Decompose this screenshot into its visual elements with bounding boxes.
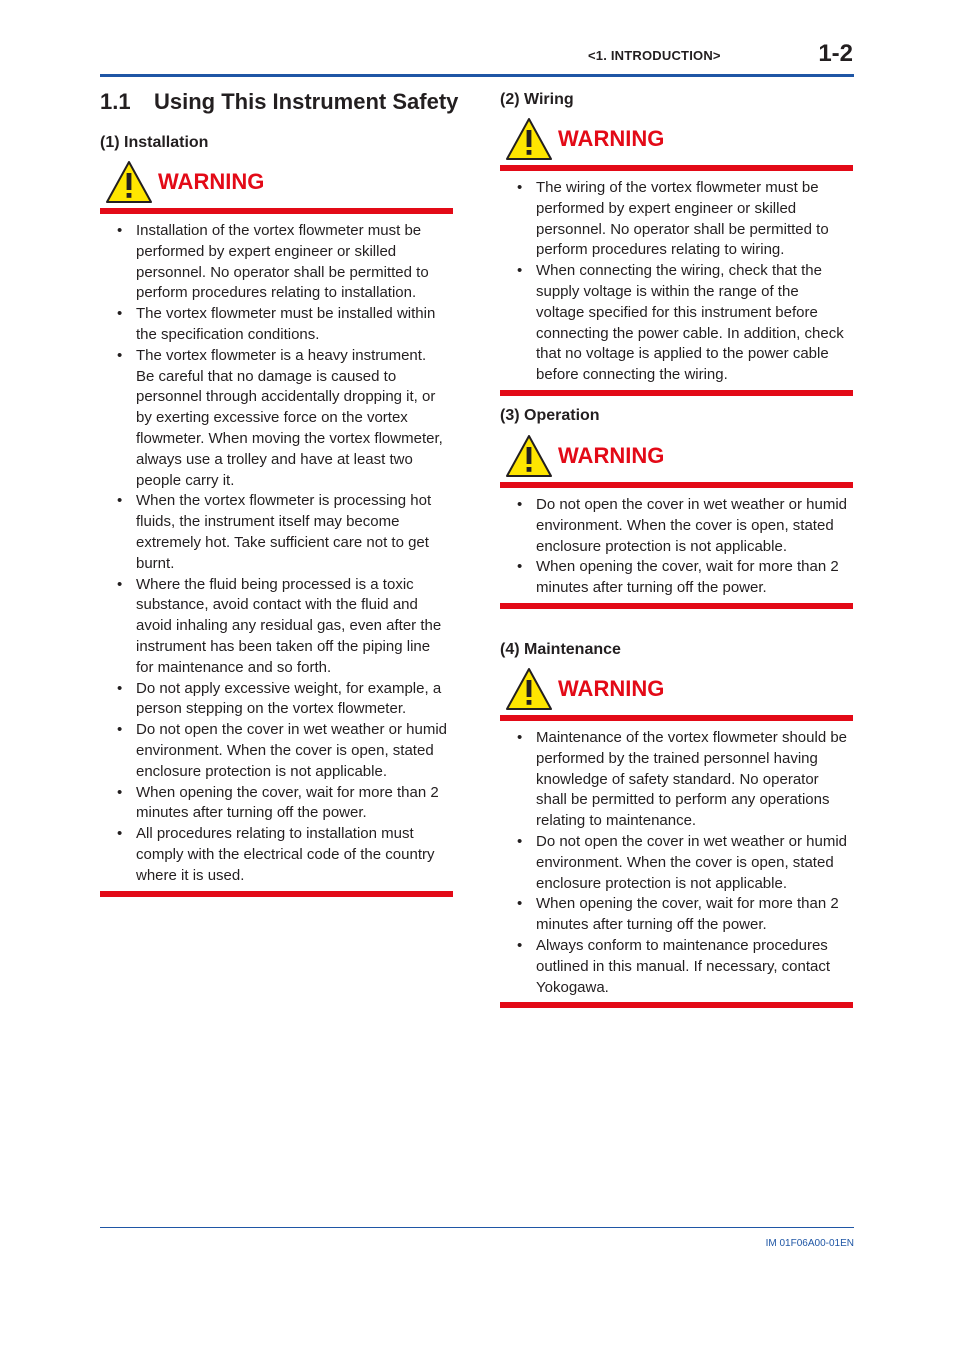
installation-warning-box — [100, 158, 453, 897]
warning-list-item: • The vortex flowmeter must be installed within the specification conditions. — [100, 304, 453, 346]
warning-list-item: • When opening the cover, wait for more than 2 minutes after turning off the power. — [500, 894, 853, 936]
warning-list — [500, 721, 853, 1002]
warning-list-item: • All procedures relating to installation must comply with the electrical code of the country where it is used. — [100, 824, 453, 886]
section-title-text: Using This Instrument Safety — [154, 89, 459, 114]
footer-rule — [100, 1227, 854, 1228]
document-number: IM 01F06A00-01EN — [765, 1238, 854, 1249]
section-number: 1.1 — [100, 89, 131, 114]
warning-list-item: • When connecting the wiring, check that the supply voltage is within the range of the voltage specified for this instrument before connecting the power cable. In addition, check that no voltage is applied to the power cable before connecting the wiring. — [500, 261, 853, 386]
warning-label: WARNING — [558, 126, 665, 151]
warning-label: WARNING — [558, 676, 665, 701]
warning-list-item: • When opening the cover, wait for more than 2 minutes after turning off the power. — [100, 783, 453, 825]
warning-list-item: • Where the fluid being processed is a toxic substance, avoid contact with the fluid and avoid inhaling any residual gas, even after the instrument has been taken off the piping line for maintenance and so forth. — [100, 575, 453, 679]
installation-heading: (1) Installation — [100, 134, 209, 151]
warning-header — [100, 158, 453, 208]
warning-list-item: • Do not open the cover in wet weather or humid environment. When the cover is open, stated enclosure protection is not applicable. — [500, 495, 853, 557]
wiring-heading: (2) Wiring — [500, 91, 574, 108]
warning-header — [500, 432, 853, 482]
warning-list-item: • The wiring of the vortex flowmeter must be performed by expert engineer or skilled personnel. No operator shall be permitted to perform procedures relating to wiring. — [500, 178, 853, 261]
warning-bottom-bar — [500, 603, 853, 609]
warning-list-item: • Installation of the vortex flowmeter must be performed by expert engineer or skilled personnel. No operator shall be permitted to perform procedures relating to installation. — [100, 221, 453, 304]
warning-label: WARNING — [158, 169, 265, 194]
warning-list-item: • Maintenance of the vortex flowmeter should be performed by the trained personnel having knowledge of safety standard. No operator shall be permitted to perform any operations relating to maintenance. — [500, 728, 853, 832]
chapter-header: <1. INTRODUCTION> — [588, 48, 721, 63]
warning-bottom-bar — [500, 390, 853, 396]
warning-triangle-icon — [105, 160, 153, 204]
warning-list-item: • Always conform to maintenance procedures outlined in this manual. If necessary, contact Yokogawa. — [500, 936, 853, 998]
warning-triangle-icon — [505, 667, 553, 711]
warning-header — [500, 665, 853, 715]
warning-triangle-icon — [505, 434, 553, 478]
warning-list-item: • When opening the cover, wait for more than 2 minutes after turning off the power. — [500, 557, 853, 599]
page-number: 1-2 — [818, 40, 853, 67]
warning-list-item: • Do not open the cover in wet weather or humid environment. When the cover is open, stated enclosure protection is not applicable. — [500, 832, 853, 894]
maintenance-warning-box — [500, 665, 853, 1008]
maintenance-heading: (4) Maintenance — [500, 641, 621, 658]
warning-list-item: • The vortex flowmeter is a heavy instrument. Be careful that no damage is caused to personnel through accidentally dropping it, or by exerting excessive force on the vortex flowmeter. When moving the vortex flowmeter, always use a trolley and have at least two people carry it. — [100, 346, 453, 492]
header-rule — [100, 74, 854, 77]
warning-list — [500, 171, 853, 390]
warning-header — [500, 115, 853, 165]
section-title — [100, 89, 458, 115]
operation-heading: (3) Operation — [500, 407, 600, 424]
wiring-warning-box — [500, 115, 853, 396]
warning-label: WARNING — [558, 443, 665, 468]
warning-bottom-bar — [100, 891, 453, 897]
operation-warning-box — [500, 432, 853, 609]
warning-triangle-icon — [505, 117, 553, 161]
warning-bottom-bar — [500, 1002, 853, 1008]
warning-list — [100, 214, 453, 891]
warning-list-item: • Do not open the cover in wet weather or humid environment. When the cover is open, stated enclosure protection is not applicable. — [100, 720, 453, 782]
warning-list-item: • When the vortex flowmeter is processing hot fluids, the instrument itself may become extremely hot. Take sufficient care not to get burnt. — [100, 491, 453, 574]
warning-list-item: • Do not apply excessive weight, for example, a person stepping on the vortex flowmeter. — [100, 679, 453, 721]
warning-list — [500, 488, 853, 603]
